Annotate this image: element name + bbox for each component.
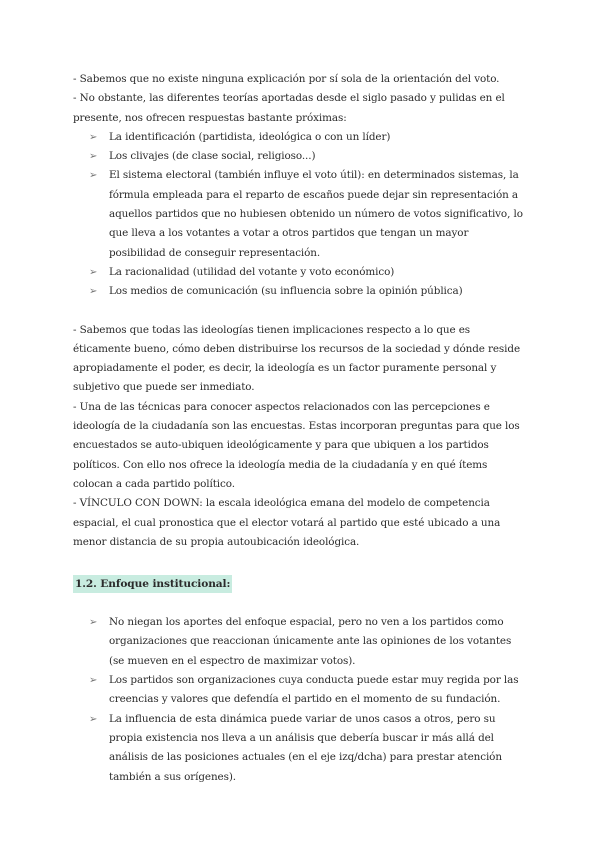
list-item: ➢ Los clivajes (de clase social, religioso...) [73, 147, 528, 166]
list-item: ➢ No niegan los aportes del enfoque espacial, pero no ven a los partidos como organizaciones que reaccionan únicamente ante las opiniones de los votantes (se mueven en el espectro de maximizar votos). [73, 613, 528, 671]
arrowhead-bullet-icon: ➢ [89, 675, 98, 687]
list-item: ➢ La influencia de esta dinámica puede variar de unos casos a otros, pero su propia existencia nos lleva a un análisis que debería buscar ir más allá del análisis de las posiciones actuales (en el eje izq/dcha) para prestar atención también a sus orígenes). [73, 710, 528, 787]
intro-line-2: - No obstante, las diferentes teorías aportadas desde el siglo pasado y pulidas en el presente, nos ofrecen respuestas bastante próximas: [73, 92, 505, 124]
arrowhead-bullet-icon: ➢ [89, 170, 98, 182]
list-item: ➢ El sistema electoral (también influye el voto útil): en determinados sistemas, la fórmula empleada para el reparto de escaños puede dejar sin representación a aquellos partidos que no hubiesen obtenido un número de votos significativo, lo que lleva a los votantes a votar a otros partidos que tengan un mayor posibilidad de conseguir representación. [73, 166, 528, 262]
arrowhead-bullet-icon: ➢ [89, 617, 98, 629]
intro-line-1: - Sabemos que no existe ninguna explicación por sí sola de la orientación del voto. [73, 73, 500, 85]
list-item: ➢ Los medios de comunicación (su influencia sobre la opinión pública) [73, 282, 528, 301]
paragraph-down-link: - VÍNCULO CON DOWN: la escala ideológica emana del modelo de competencia espacial, el cual pronostica que el elector votará al partido que esté ubicado a una menor distancia de su propia autoubicación ideológica. [73, 497, 501, 548]
document-page [73, 70, 528, 787]
arrowhead-bullet-icon: ➢ [89, 713, 98, 725]
arrowhead-bullet-icon: ➢ [89, 131, 98, 143]
list-item: ➢ Los partidos son organizaciones cuya conducta puede estar muy regida por las creencias y valores que defendía el partido en el momento de su fundación. [73, 671, 528, 710]
arrowhead-bullet-icon: ➢ [89, 151, 98, 163]
paragraph-ideologies: - Sabemos que todas las ideologías tienen implicaciones respecto a lo que es éticamente bueno, cómo deben distribuirse los recursos de la sociedad y dónde reside apropiadamente el poder, es decir, la ideología es un factor puramente personal y subjetivo que puede ser inmediato. [73, 323, 520, 394]
factors-list [73, 128, 528, 302]
section-heading: 1.2. Enfoque institucional: [73, 575, 232, 593]
list-item: ➢ La identificación (partidista, ideológica o con un líder) [73, 128, 528, 147]
spacer [73, 302, 528, 321]
institutional-list [73, 613, 528, 787]
paragraph-surveys: - Una de las técnicas para conocer aspectos relacionados con las percepciones e ideología de la ciudadanía son las encuestas. Estas incorporan preguntas para que los encuestados se auto-ubiquen ideológicamente y para que ubiquen a los partidos políticos. Con ello nos ofrece la ideología media de la ciudadanía y en qué ítems colocan a cada partido político. [73, 400, 520, 490]
list-item: ➢ La racionalidad (utilidad del votante y voto económico) [73, 263, 528, 282]
arrowhead-bullet-icon: ➢ [89, 286, 98, 298]
arrowhead-bullet-icon: ➢ [89, 266, 98, 278]
section-heading-wrap [73, 572, 528, 593]
